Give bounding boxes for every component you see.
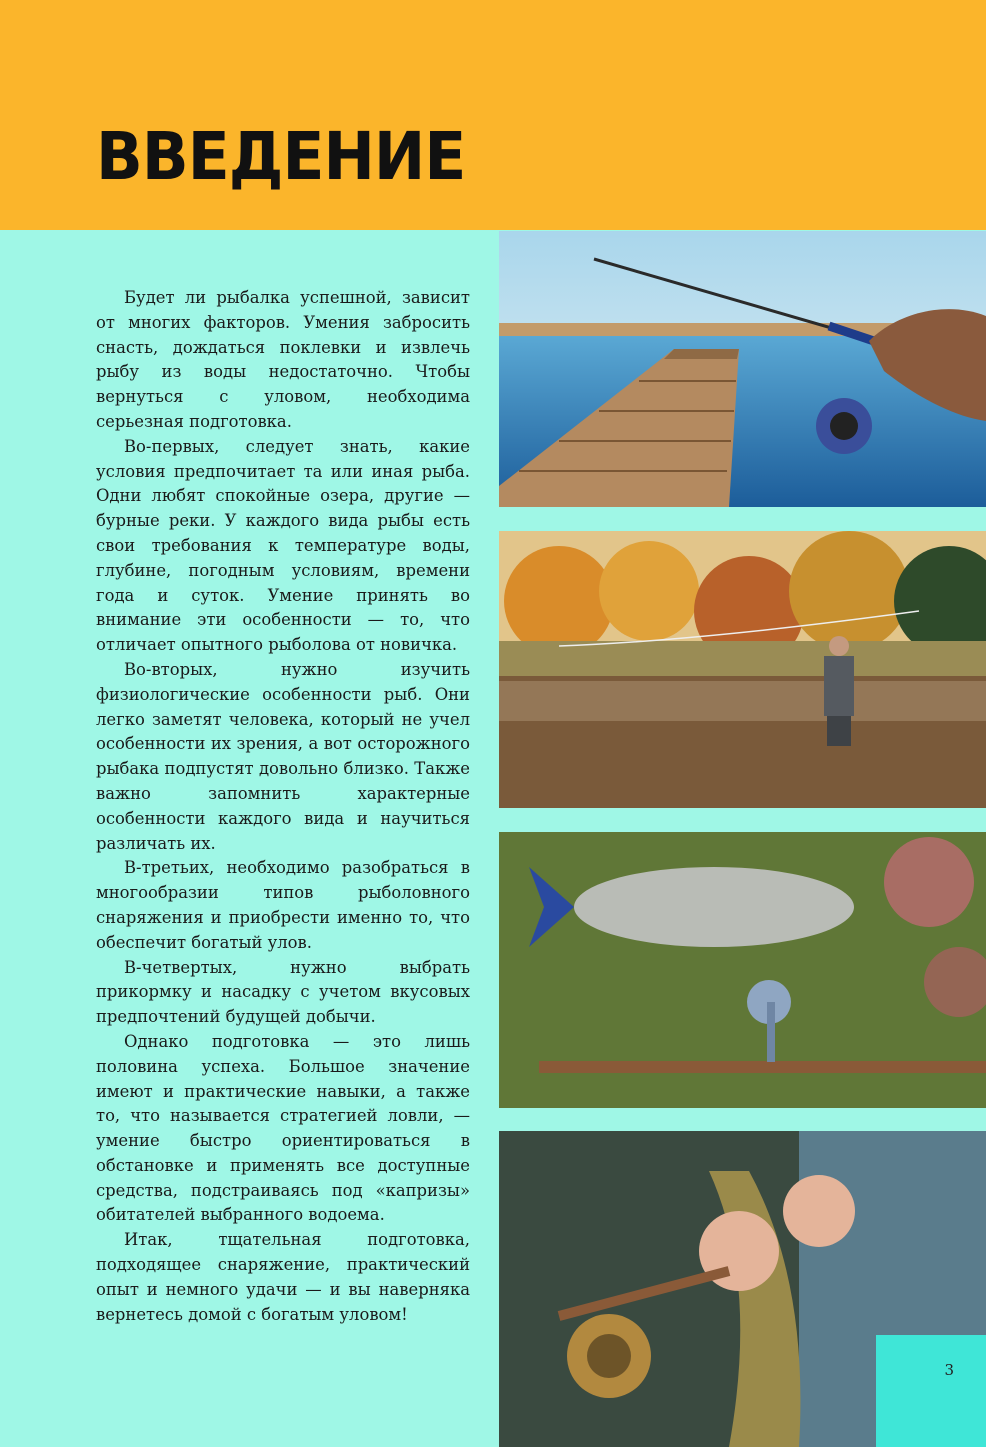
page-number-box: [876, 1335, 986, 1447]
paragraph: Во-первых, следует знать, какие условия предпочитает та или иная рыба. Одни любят спокойные озера, другие — бурные реки. У каждого вида рыбы есть свои требования к температуре воды, глубине, погодным условиям, времени года и суток. Умение принять во внимание эти особенности — то, что отличает опытного рыболова от новичка.: [96, 436, 470, 655]
paragraph: В-третьих, необходимо разобраться в многообразии типов рыболовного снаряжения и приобрести именно то, что обеспечит богатый улов.: [96, 858, 470, 952]
header-banner: [0, 0, 986, 230]
paragraph: Однако подготовка — это лишь половина успеха. Большое значение имеют и практические навыки, а также то, что называется стратегией ловли, — умение быстро ориентироваться в обстановке и применять все доступные средства, подстраиваясь под «капризы» обитателей выбранного водоема.: [96, 1031, 470, 1225]
paragraph: Во-вторых, нужно изучить физиологические особенности рыб. Они легко заметят человека, который не учел особенности их зрения, а вот осторожного рыбака подпустят довольно близко. Также важно запомнить характерные особенности каждого вида и научиться различать их.: [96, 659, 470, 853]
photo-fly-fisherman: [499, 531, 986, 808]
paragraph: Будет ли рыбалка успешной, зависит от многих факторов. Умения забросить снасть, дождаться поклевки и извлечь рыбу из воды недостаточно. Чтобы вернуться с уловом, необходима серьезная подготовка.: [96, 288, 470, 431]
paragraph: В-четвертых, нужно выбрать прикормку и насадку с учетом вкусовых предпочтений будущей добычи.: [96, 957, 470, 1027]
paragraph: Итак, тщательная подготовка, подходящее снаряжение, практический опыт и немного удачи — и вы наверняка вернетесь домой с богатым уловом!: [96, 1230, 470, 1324]
intro-text: [96, 286, 470, 1327]
photo-bream-rod: [499, 832, 986, 1108]
photo-pier-rod: [499, 231, 986, 507]
page-number: 3: [944, 1361, 954, 1379]
page-title: ВВЕДЕНИЕ: [96, 118, 466, 195]
